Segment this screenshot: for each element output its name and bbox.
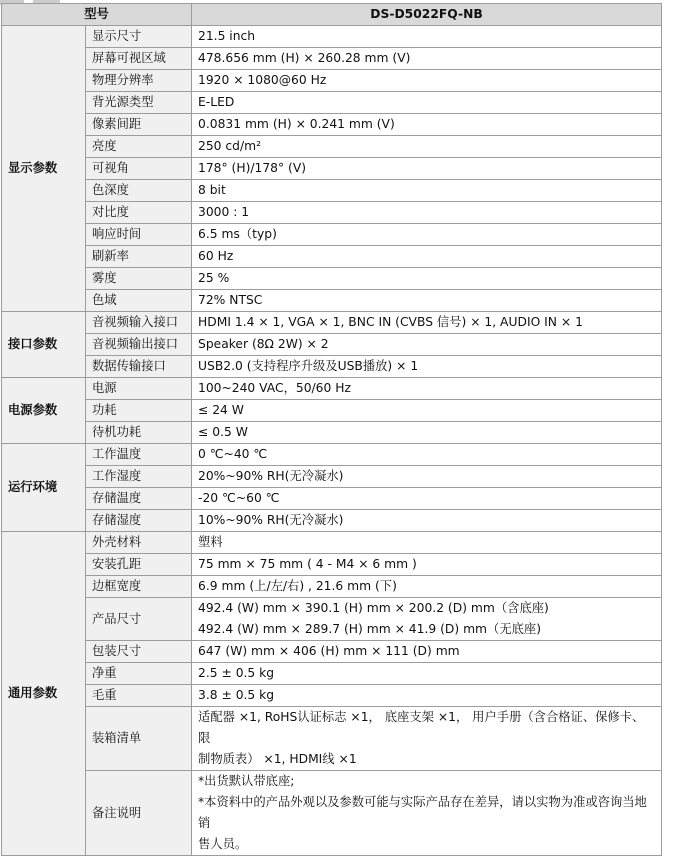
param-name: 响应时间 xyxy=(86,224,192,246)
param-value: 100~240 VAC，50/60 Hz xyxy=(192,378,662,400)
table-row xyxy=(2,488,662,510)
value-line: *出货默认带底座; xyxy=(198,774,295,788)
table-row xyxy=(2,400,662,422)
param-value: 25 % xyxy=(192,268,662,290)
param-name: 音视频输出接口 xyxy=(86,334,192,356)
table-row xyxy=(2,356,662,378)
value-line: 适配器 ×1, RoHS认证标志 ×1， 底座支架 ×1， 用户手册（含合格证、保修卡、限 xyxy=(198,710,645,745)
param-name: 工作温度 xyxy=(86,444,192,466)
param-value: E-LED xyxy=(192,92,662,114)
param-value: 21.5 inch xyxy=(192,26,662,48)
param-value: 647 (W) mm × 406 (H) mm × 111 (D) mm xyxy=(192,641,662,663)
param-value: 10%~90% RH(无冷凝水) xyxy=(192,510,662,532)
table-row xyxy=(2,48,662,70)
param-value: 178° (H)/178° (V) xyxy=(192,158,662,180)
spec-table xyxy=(1,3,662,856)
value-line: 售人员。 xyxy=(198,837,248,851)
param-value xyxy=(192,707,662,771)
param-value: 塑料 xyxy=(192,532,662,554)
table-row xyxy=(2,663,662,685)
param-value: ≤ 0.5 W xyxy=(192,422,662,444)
param-value: 6.5 ms（typ) xyxy=(192,224,662,246)
param-value xyxy=(192,771,662,856)
param-name: 色域 xyxy=(86,290,192,312)
param-name: 净重 xyxy=(86,663,192,685)
param-name: 存储温度 xyxy=(86,488,192,510)
param-name: 备注说明 xyxy=(86,771,192,856)
param-name: 产品尺寸 xyxy=(86,598,192,641)
param-name: 色深度 xyxy=(86,180,192,202)
table-row xyxy=(2,268,662,290)
table-row xyxy=(2,576,662,598)
table-row xyxy=(2,246,662,268)
param-value: 478.656 mm (H) × 260.28 mm (V) xyxy=(192,48,662,70)
value-line: 制物质表） ×1, HDMI线 ×1 xyxy=(198,752,357,766)
table-row xyxy=(2,598,662,641)
table-row xyxy=(2,224,662,246)
param-value: 2.5 ± 0.5 kg xyxy=(192,663,662,685)
param-name: 数据传输接口 xyxy=(86,356,192,378)
param-name: 物理分辨率 xyxy=(86,70,192,92)
table-row xyxy=(2,92,662,114)
table-row xyxy=(2,378,662,400)
param-name: 电源 xyxy=(86,378,192,400)
param-name: 包装尺寸 xyxy=(86,641,192,663)
table-row xyxy=(2,180,662,202)
table-row xyxy=(2,202,662,224)
table-header-row xyxy=(2,4,662,26)
table-row xyxy=(2,136,662,158)
param-value: 3000 : 1 xyxy=(192,202,662,224)
param-name: 安装孔距 xyxy=(86,554,192,576)
table-row xyxy=(2,26,662,48)
param-value: HDMI 1.4 × 1, VGA × 1, BNC IN (CVBS 信号) × 1, AUDIO IN × 1 xyxy=(192,312,662,334)
table-row xyxy=(2,422,662,444)
param-value: -20 ℃~60 ℃ xyxy=(192,488,662,510)
table-row xyxy=(2,554,662,576)
table-row xyxy=(2,532,662,554)
param-value: 8 bit xyxy=(192,180,662,202)
param-name: 雾度 xyxy=(86,268,192,290)
table-row xyxy=(2,114,662,136)
param-value: Speaker (8Ω 2W) × 2 xyxy=(192,334,662,356)
param-value: 1920 × 1080@60 Hz xyxy=(192,70,662,92)
table-row xyxy=(2,510,662,532)
category-cell: 运行环境 xyxy=(2,444,86,532)
param-name: 亮度 xyxy=(86,136,192,158)
param-value: 75 mm × 75 mm ( 4 - M4 × 6 mm ) xyxy=(192,554,662,576)
table-row xyxy=(2,707,662,771)
table-row xyxy=(2,312,662,334)
param-value: 20%~90% RH(无冷凝水) xyxy=(192,466,662,488)
table-row xyxy=(2,290,662,312)
param-value: 6.9 mm (上/左/右) , 21.6 mm (下) xyxy=(192,576,662,598)
value-line: *本资料中的产品外观以及参数可能与实际产品存在差异，请以实物为准或咨询当地销 xyxy=(198,795,647,830)
param-value: USB2.0 (支持程序升级及USB播放) × 1 xyxy=(192,356,662,378)
param-name: 音视频输入接口 xyxy=(86,312,192,334)
table-row xyxy=(2,334,662,356)
table-row xyxy=(2,158,662,180)
param-name: 待机功耗 xyxy=(86,422,192,444)
model-label: 型号 xyxy=(2,4,192,26)
table-row xyxy=(2,685,662,707)
table-row xyxy=(2,771,662,856)
category-cell: 通用参数 xyxy=(2,532,86,856)
value-line: 492.4 (W) mm × 289.7 (H) mm × 41.9 (D) mm（无底座) xyxy=(198,622,542,636)
param-name: 刷新率 xyxy=(86,246,192,268)
table-row xyxy=(2,641,662,663)
table-row xyxy=(2,466,662,488)
param-value: 72% NTSC xyxy=(192,290,662,312)
param-value: 250 cd/m² xyxy=(192,136,662,158)
table-row xyxy=(2,444,662,466)
param-value xyxy=(192,598,662,641)
param-name: 可视角 xyxy=(86,158,192,180)
param-name: 功耗 xyxy=(86,400,192,422)
param-name: 工作湿度 xyxy=(86,466,192,488)
param-value: ≤ 24 W xyxy=(192,400,662,422)
param-value: 60 Hz xyxy=(192,246,662,268)
param-name: 外壳材料 xyxy=(86,532,192,554)
param-value: 0.0831 mm (H) × 0.241 mm (V) xyxy=(192,114,662,136)
param-name: 显示尺寸 xyxy=(86,26,192,48)
param-name: 边框宽度 xyxy=(86,576,192,598)
table-row xyxy=(2,70,662,92)
value-line: 492.4 (W) mm × 390.1 (H) mm × 200.2 (D) mm（含底座) xyxy=(198,601,549,615)
param-value: 0 ℃~40 ℃ xyxy=(192,444,662,466)
param-name: 存储湿度 xyxy=(86,510,192,532)
category-cell: 显示参数 xyxy=(2,26,86,312)
param-name: 像素间距 xyxy=(86,114,192,136)
category-cell: 接口参数 xyxy=(2,312,86,378)
param-value: 3.8 ± 0.5 kg xyxy=(192,685,662,707)
model-name: DS-D5022FQ-NB xyxy=(192,4,662,26)
param-name: 装箱清单 xyxy=(86,707,192,771)
param-name: 对比度 xyxy=(86,202,192,224)
param-name: 背光源类型 xyxy=(86,92,192,114)
param-name: 毛重 xyxy=(86,685,192,707)
category-cell: 电源参数 xyxy=(2,378,86,444)
param-name: 屏幕可视区域 xyxy=(86,48,192,70)
